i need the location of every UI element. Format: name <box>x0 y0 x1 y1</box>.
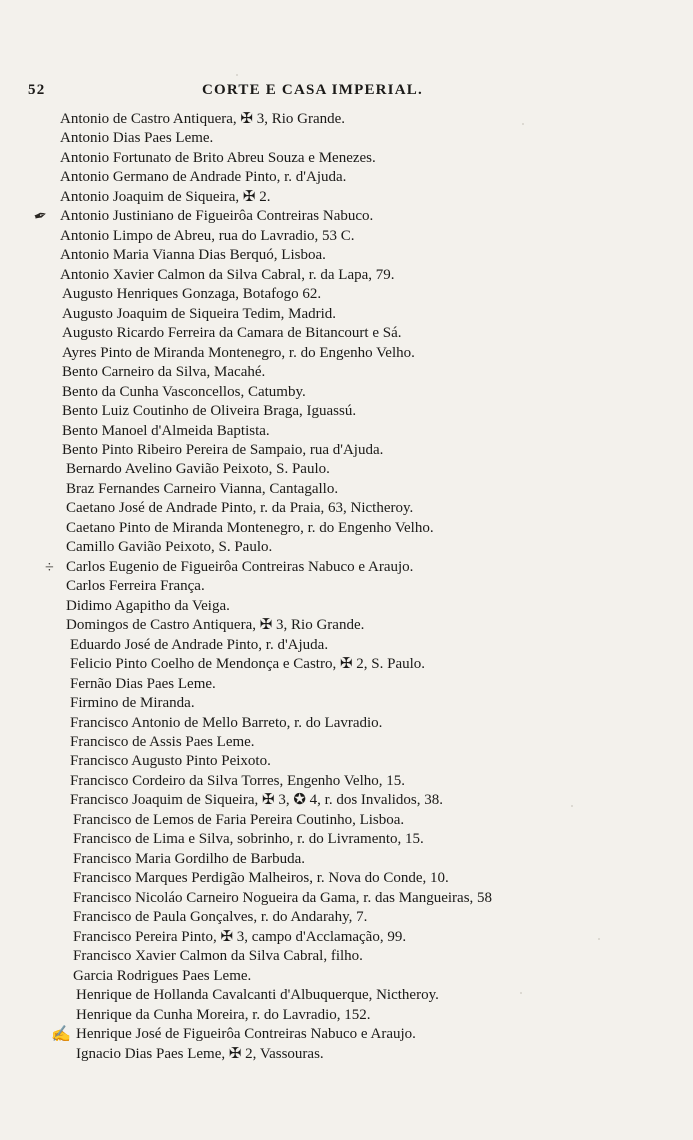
entry-text: Domingos de Castro Antiquera, ✠ 3, Rio Grande. <box>66 617 365 634</box>
entry-text: Antonio Fortunato de Brito Abreu Souza e Menezes. <box>60 149 376 166</box>
entry-text: Bento Pinto Ribeiro Pereira de Sampaio, rua d'Ajuda. <box>62 441 384 458</box>
name-entry <box>0 830 693 849</box>
entry-text: Antonio Maria Vianna Dias Berquó, Lisboa. <box>60 247 326 264</box>
name-entry <box>0 850 693 869</box>
name-entry <box>0 577 693 596</box>
page-number: 52 <box>28 82 46 98</box>
page-header <box>28 82 498 104</box>
entry-text: Carlos Ferreira França. <box>66 578 205 595</box>
name-entry <box>0 752 693 771</box>
entry-text: Antonio de Castro Antiquera, ✠ 3, Rio Grande. <box>60 111 346 127</box>
margin-annotation-mark: ✍ <box>51 1026 71 1044</box>
entry-text: Bernardo Avelino Gavião Peixoto, S. Paulo. <box>66 461 330 478</box>
entry-text: Ignacio Dias Paes Leme, ✠ 2, Vassouras. <box>76 1045 324 1062</box>
entry-text: Bento Luiz Coutinho de Oliveira Braga, Iguassú. <box>62 403 357 420</box>
name-entry <box>0 110 693 129</box>
entry-text: Antonio Justiniano de Figueirôa Contreiras Nabuco. <box>60 208 374 225</box>
entry-text: Henrique de Hollanda Cavalcanti d'Albuquerque, Nictheroy. <box>76 987 439 1004</box>
entry-text: Henrique da Cunha Moreira, r. do Lavradio, 152. <box>76 1006 371 1023</box>
entry-text: Francisco de Assis Paes Leme. <box>70 734 255 750</box>
name-entry <box>0 460 693 479</box>
entry-text: Fernão Dias Paes Leme. <box>70 675 216 692</box>
name-entry <box>0 616 693 635</box>
entry-text: Augusto Ricardo Ferreira da Camara de Bitancourt e Sá. <box>62 325 402 342</box>
entry-text: Antonio Xavier Calmon da Silva Cabral, r. da Lapa, 79. <box>60 266 395 283</box>
entry-text: Augusto Joaquim de Siqueira Tedim, Madrid. <box>62 305 337 322</box>
entry-text: Francisco de Lima e Silva, sobrinho, r. do Livramento, 15. <box>73 831 424 848</box>
entry-text: Augusto Henriques Gonzaga, Botafogo 62. <box>62 286 322 303</box>
name-entry <box>0 655 693 674</box>
entry-text: Caetano Pinto de Miranda Montenegro, r. do Engenho Velho. <box>66 519 434 536</box>
name-entry <box>0 733 693 752</box>
entry-text: Antonio Limpo de Abreu, rua do Lavradio, 53 C. <box>60 227 355 244</box>
entry-text: Camillo Gavião Peixoto, S. Paulo. <box>66 539 273 556</box>
margin-annotation-mark: ÷ <box>45 558 54 576</box>
name-entry <box>0 597 693 616</box>
name-entry <box>0 967 693 986</box>
entry-text: Felicio Pinto Coelho de Mendonça e Castro, ✠ 2, S. Paulo. <box>70 656 426 673</box>
entry-text: Bento Carneiro da Silva, Macahé. <box>62 364 266 381</box>
name-entry <box>0 538 693 557</box>
name-entry <box>0 129 693 148</box>
entry-text: Francisco Marques Perdigão Malheiros, r. Nova do Conde, 10. <box>73 870 449 887</box>
entry-text: Francisco Maria Gordilho de Barbuda. <box>73 850 306 867</box>
entry-text: Caetano José de Andrade Pinto, r. da Praia, 63, Nictheroy. <box>66 500 414 517</box>
running-title: CORTE E CASA IMPERIAL. <box>202 82 423 98</box>
entry-text: Eduardo José de Andrade Pinto, r. d'Ajuda. <box>70 636 329 653</box>
name-entry <box>0 772 693 791</box>
name-entry <box>0 324 693 343</box>
name-entry <box>0 422 693 441</box>
name-entry <box>0 636 693 655</box>
name-entry <box>0 305 693 324</box>
name-entry <box>0 714 693 733</box>
name-entry <box>0 207 693 226</box>
paper-fleck <box>571 805 573 807</box>
name-entry <box>0 908 693 927</box>
entry-text: Antonio Joaquim de Siqueira, ✠ 2. <box>60 188 271 205</box>
name-entry <box>0 149 693 168</box>
name-entry <box>0 1025 693 1044</box>
entry-text: Francisco Pereira Pinto, ✠ 3, campo d'Acclamação, 99. <box>73 928 407 945</box>
entry-text: Francisco Joaquim de Siqueira, ✠ 3, ✪ 4, r. dos Invalidos, 38. <box>70 792 444 809</box>
name-entry <box>0 1045 693 1064</box>
entry-text: Garcia Rodrigues Paes Leme. <box>73 967 252 984</box>
entry-text: Francisco Xavier Calmon da Silva Cabral, filho. <box>73 948 363 965</box>
paper-fleck <box>236 74 238 76</box>
paper-fleck <box>598 938 600 940</box>
margin-annotation-mark: ✒ <box>31 206 50 227</box>
name-entry <box>0 168 693 187</box>
name-entry <box>0 441 693 460</box>
name-entry <box>0 363 693 382</box>
name-entry <box>0 266 693 285</box>
name-entry <box>0 383 693 402</box>
name-entry <box>0 246 693 265</box>
name-list <box>0 110 693 1064</box>
name-entry <box>0 811 693 830</box>
entry-text: Didimo Agapitho da Veiga. <box>66 597 230 614</box>
entry-text: Braz Fernandes Carneiro Vianna, Cantagallo. <box>66 480 339 497</box>
name-entry <box>0 344 693 363</box>
entry-text: Francisco de Lemos de Faria Pereira Coutinho, Lisboa. <box>73 811 405 828</box>
name-entry <box>0 519 693 538</box>
name-entry <box>0 869 693 888</box>
entry-text: Firmino de Miranda. <box>70 695 195 712</box>
paper-fleck <box>522 123 524 125</box>
name-entry <box>0 499 693 518</box>
entry-text: Francisco Nicoláo Carneiro Nogueira da Gama, r. das Mangueiras, 58 <box>73 889 493 906</box>
entry-text: Bento Manoel d'Almeida Baptista. <box>62 422 270 439</box>
name-entry <box>0 889 693 908</box>
entry-text: Francisco Antonio de Mello Barreto, r. do Lavradio. <box>70 714 383 731</box>
paper-fleck <box>520 992 522 994</box>
name-entry <box>0 227 693 246</box>
entry-text: Francisco de Paula Gonçalves, r. do Andarahy, 7. <box>73 909 368 926</box>
name-entry <box>0 558 693 577</box>
entry-text: Henrique José de Figueirôa Contreiras Nabuco e Araujo. <box>76 1026 416 1043</box>
entry-text: Francisco Cordeiro da Silva Torres, Engenho Velho, 15. <box>70 772 406 789</box>
name-entry <box>0 285 693 304</box>
name-entry <box>0 928 693 947</box>
entry-text: Ayres Pinto de Miranda Montenegro, r. do Engenho Velho. <box>62 344 415 361</box>
entry-text: Francisco Augusto Pinto Peixoto. <box>70 753 271 770</box>
name-entry <box>0 791 693 810</box>
entry-text: Bento da Cunha Vasconcellos, Catumby. <box>62 383 306 400</box>
name-entry <box>0 188 693 207</box>
entry-text: Antonio Germano de Andrade Pinto, r. d'Ajuda. <box>60 169 347 186</box>
name-entry <box>0 947 693 966</box>
entry-text: Carlos Eugenio de Figueirôa Contreiras Nabuco e Araujo. <box>66 558 414 575</box>
entry-text: Antonio Dias Paes Leme. <box>60 130 214 147</box>
name-entry <box>0 986 693 1005</box>
name-entry <box>0 675 693 694</box>
name-entry <box>0 480 693 499</box>
name-entry <box>0 1006 693 1025</box>
name-entry <box>0 402 693 421</box>
name-entry <box>0 694 693 713</box>
